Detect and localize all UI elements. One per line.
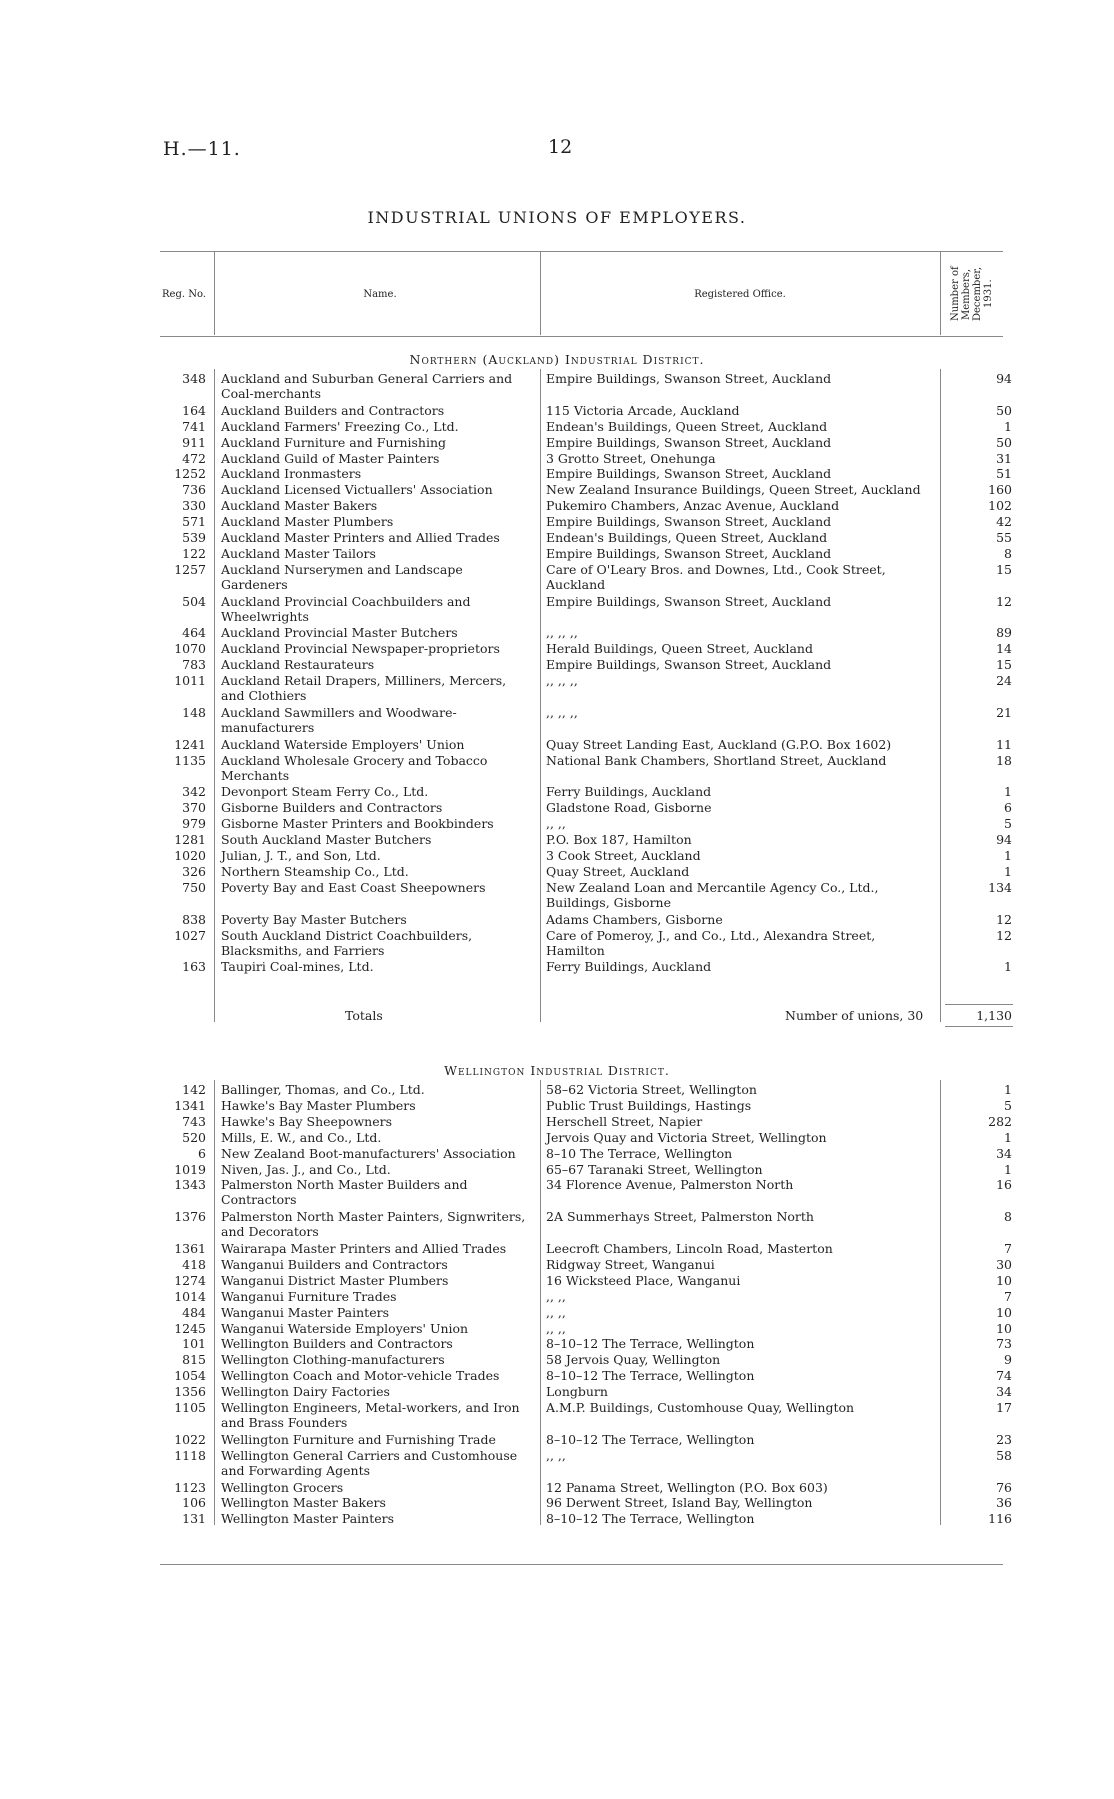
reg-number: 1281 [174, 832, 206, 848]
reg-number: 1343 [174, 1177, 206, 1193]
union-name: Hawke's Bay Master Plumbers [221, 1097, 416, 1113]
union-name: Wellington Master Bakers [221, 1495, 386, 1511]
section-title: Northern (Auckland) Industrial District. [409, 352, 705, 367]
union-name: Wellington General Carriers and Customhouse and Forwarding Agents [221, 1447, 518, 1478]
union-name: Auckland Licensed Victuallers' Association [221, 482, 493, 498]
member-count: 18 [996, 752, 1012, 768]
reg-number: 370 [182, 800, 206, 816]
union-name: Palmerston North Master Builders and Contractors [221, 1177, 468, 1208]
totals-rule [945, 1004, 1013, 1005]
reg-number: 326 [182, 863, 206, 879]
column-header [160, 251, 1003, 337]
registered-office: 8–10–12 The Terrace, Wellington [546, 1431, 755, 1447]
reg-number: 101 [182, 1336, 206, 1352]
reg-number: 1257 [174, 561, 206, 577]
col-reg: Reg. No. [162, 288, 206, 300]
reg-number: 1054 [174, 1368, 206, 1384]
member-count: 1 [1004, 863, 1012, 879]
divider [940, 251, 941, 335]
union-name: Auckland Guild of Master Painters [221, 450, 440, 466]
member-count: 16 [996, 1177, 1012, 1193]
registered-office: Quay Street, Auckland [546, 863, 690, 879]
registered-office: Empire Buildings, Swanson Street, Auckland [546, 371, 832, 386]
reg-number: 142 [182, 1082, 206, 1097]
reg-number: 464 [182, 625, 206, 641]
union-name: Auckland Master Bakers [221, 498, 378, 514]
member-count: 23 [996, 1431, 1012, 1447]
reg-number: 1361 [174, 1241, 206, 1256]
reg-number: 148 [182, 704, 206, 720]
registered-office: ,, ,, [546, 1447, 566, 1463]
reg-number: 1020 [174, 848, 206, 863]
union-name: Wellington Dairy Factories [221, 1384, 390, 1400]
reg-number: 741 [182, 418, 206, 434]
member-count: 160 [988, 482, 1012, 498]
member-count: 50 [996, 402, 1012, 418]
member-count: 21 [996, 704, 1012, 720]
member-count: 14 [996, 641, 1012, 657]
registered-office: 34 Florence Avenue, Palmerston North [546, 1177, 794, 1193]
reg-number: 815 [182, 1352, 206, 1368]
registered-office: Empire Buildings, Swanson Street, Auckland [546, 657, 832, 673]
registered-office: Public Trust Buildings, Hastings [546, 1097, 752, 1113]
registered-office: New Zealand Insurance Buildings, Queen Street, Auckland [546, 482, 921, 498]
registered-office: ,, ,, [546, 1288, 566, 1304]
union-name: Wellington Furniture and Furnishing Trade [221, 1431, 496, 1447]
reg-number: 1274 [174, 1272, 206, 1288]
registered-office: 3 Grotto Street, Onehunga [546, 450, 716, 466]
reg-number: 571 [182, 514, 206, 530]
section-title: Wellington Industrial District. [444, 1063, 670, 1078]
union-name: Devonport Steam Ferry Co., Ltd. [221, 784, 429, 800]
reg-number: 348 [182, 371, 206, 386]
divider [940, 369, 941, 1022]
reg-number: 163 [182, 959, 206, 975]
member-count: 17 [996, 1400, 1012, 1415]
registered-office: National Bank Chambers, Shortland Street, Auckland [546, 752, 887, 768]
divider [540, 251, 541, 335]
member-count: 34 [996, 1145, 1012, 1161]
member-count: 15 [996, 657, 1012, 673]
registered-office: 58 Jervois Quay, Wellington [546, 1352, 721, 1368]
reg-number: 164 [182, 402, 206, 418]
divider [940, 1080, 941, 1525]
member-count: 5 [1004, 1097, 1012, 1113]
col-members-label: Number of Members, December, 1931. [949, 266, 994, 322]
registered-office: 8–10–12 The Terrace, Wellington [546, 1336, 755, 1352]
registered-office: ,, ,, [546, 1320, 566, 1336]
divider [540, 1080, 541, 1525]
reg-number: 1011 [174, 673, 206, 689]
union-name: Auckland Master Tailors [221, 545, 376, 561]
member-count: 51 [996, 466, 1012, 482]
union-name: Niven, Jas. J., and Co., Ltd. [221, 1161, 391, 1177]
reg-number: 342 [182, 784, 206, 800]
union-name: Wellington Grocers [221, 1479, 344, 1495]
registered-office: ,, ,, ,, [546, 673, 578, 689]
union-name: Auckland Builders and Contractors [221, 402, 445, 418]
member-count: 5 [1004, 816, 1012, 832]
member-count: 8 [1004, 545, 1012, 561]
union-name: Auckland Furniture and Furnishing [221, 434, 447, 450]
member-count: 76 [996, 1479, 1012, 1495]
reg-number: 1022 [174, 1431, 206, 1447]
member-count: 55 [996, 530, 1012, 545]
reg-number: 520 [182, 1129, 206, 1145]
member-count: 74 [996, 1368, 1012, 1384]
member-count: 282 [988, 1113, 1012, 1129]
member-count: 36 [996, 1495, 1012, 1511]
union-name: Wellington Clothing-manufacturers [221, 1352, 445, 1368]
member-count: 9 [1004, 1352, 1012, 1368]
member-count: 116 [988, 1511, 1012, 1527]
registered-office: Ferry Buildings, Auckland [546, 959, 712, 975]
union-name: Auckland Sawmillers and Woodware-manufacturers [221, 704, 457, 735]
reg-number: 504 [182, 593, 206, 609]
union-name: Hawke's Bay Sheepowners [221, 1113, 392, 1129]
page-number: 12 [548, 136, 573, 158]
reg-number: 1252 [174, 466, 206, 482]
reg-number: 1014 [174, 1288, 206, 1304]
registered-office: Endean's Buildings, Queen Street, Auckland [546, 530, 828, 545]
reg-number: 1135 [174, 752, 206, 768]
union-name: Ballinger, Thomas, and Co., Ltd. [221, 1082, 425, 1097]
reg-number: 911 [182, 434, 206, 450]
reg-number: 1123 [174, 1479, 206, 1495]
union-name: Wellington Engineers, Metal-workers, and Iron and Brass Founders [221, 1400, 520, 1430]
registered-office: Gladstone Road, Gisborne [546, 800, 712, 816]
member-count: 10 [996, 1272, 1012, 1288]
member-count: 1 [1004, 418, 1012, 434]
bottom-rule [160, 1564, 1003, 1565]
registered-office: Empire Buildings, Swanson Street, Auckland [546, 466, 832, 482]
member-count: 24 [996, 673, 1012, 689]
reg-number: 1241 [174, 736, 206, 752]
registered-office: Ridgway Street, Wanganui [546, 1256, 715, 1272]
union-name: Auckland Farmers' Freezing Co., Ltd. [221, 418, 459, 434]
union-name: Auckland Nurserymen and Landscape Gardeners [221, 561, 463, 592]
registered-office: Endean's Buildings, Queen Street, Auckland [546, 418, 828, 434]
member-count: 58 [996, 1447, 1012, 1463]
union-name: South Auckland District Coachbuilders, Blacksmiths, and Farriers [221, 927, 473, 958]
registered-office: Jervois Quay and Victoria Street, Wellington [546, 1129, 827, 1145]
page-title: INDUSTRIAL UNIONS OF EMPLOYERS. [367, 208, 747, 227]
member-count: 34 [996, 1384, 1012, 1400]
reg-number: 484 [182, 1304, 206, 1320]
registered-office: 115 Victoria Arcade, Auckland [546, 402, 740, 418]
member-count: 102 [988, 498, 1012, 514]
totals-rule [945, 1026, 1013, 1027]
union-name: Palmerston North Master Painters, Signwriters, and Decorators [221, 1209, 526, 1240]
member-count: 89 [996, 625, 1012, 641]
member-count: 31 [996, 450, 1012, 466]
registered-office: ,, ,, [546, 816, 566, 832]
registered-office: 12 Panama Street, Wellington (P.O. Box 603) [546, 1479, 828, 1495]
member-count: 10 [996, 1320, 1012, 1336]
reg-number: 750 [182, 879, 206, 895]
reg-number: 979 [182, 816, 206, 832]
reg-number: 1376 [174, 1209, 206, 1225]
member-count: 1 [1004, 1129, 1012, 1145]
registered-office: Herald Buildings, Queen Street, Auckland [546, 641, 813, 657]
union-name: Auckland Retail Drapers, Milliners, Mercers, and Clothiers [221, 673, 507, 704]
page-ref: H.—11. [163, 138, 241, 160]
registered-office: Empire Buildings, Swanson Street, Auckland [546, 593, 832, 609]
union-name: Auckland Ironmasters [221, 466, 362, 482]
member-count: 94 [996, 371, 1012, 386]
union-name: Auckland Wholesale Grocery and Tobacco Merchants [221, 752, 488, 783]
union-name: Gisborne Builders and Contractors [221, 800, 443, 816]
reg-number: 783 [182, 657, 206, 673]
registered-office: Ferry Buildings, Auckland [546, 784, 712, 800]
union-name: Poverty Bay and East Coast Sheepowners [221, 879, 486, 895]
member-count: 8 [1004, 1209, 1012, 1225]
union-name: Wairarapa Master Printers and Allied Trades [221, 1241, 507, 1256]
reg-number: 472 [182, 450, 206, 466]
registered-office: 16 Wicksteed Place, Wanganui [546, 1272, 741, 1288]
col-office: Registered Office. [694, 288, 786, 300]
member-count: 15 [996, 561, 1012, 577]
member-count: 73 [996, 1336, 1012, 1352]
member-count: 42 [996, 514, 1012, 530]
union-name: Wellington Master Painters [221, 1511, 395, 1527]
registered-office: Pukemiro Chambers, Anzac Avenue, Auckland [546, 498, 840, 514]
reg-number: 1356 [174, 1384, 206, 1400]
union-name: Wanganui District Master Plumbers [221, 1272, 449, 1288]
registered-office: Empire Buildings, Swanson Street, Auckland [546, 434, 832, 450]
reg-number: 838 [182, 911, 206, 927]
registered-office: 58–62 Victoria Street, Wellington [546, 1082, 757, 1097]
member-count: 94 [996, 832, 1012, 848]
member-count: 134 [988, 879, 1012, 895]
col-name: Name. [363, 288, 397, 300]
member-count: 11 [996, 736, 1012, 752]
registered-office: ,, ,, ,, [546, 704, 578, 720]
union-name: Auckland Provincial Newspaper-proprietors [221, 641, 500, 657]
member-count: 30 [996, 1256, 1012, 1272]
union-name: Wanganui Waterside Employers' Union [221, 1320, 469, 1336]
registered-office: 65–67 Taranaki Street, Wellington [546, 1161, 763, 1177]
reg-number: 330 [182, 498, 206, 514]
totals-unions: Number of unions, 30 [785, 1008, 924, 1023]
divider [214, 1080, 215, 1525]
member-count: 12 [996, 927, 1012, 943]
union-name: New Zealand Boot-manufacturers' Association [221, 1145, 516, 1161]
reg-number: 1341 [174, 1097, 206, 1113]
registered-office: 8–10 The Terrace, Wellington [546, 1145, 733, 1161]
divider [214, 369, 215, 1022]
registered-office: Herschell Street, Napier [546, 1113, 703, 1129]
union-name: Auckland Provincial Master Butchers [221, 625, 458, 641]
reg-number: 122 [182, 545, 206, 561]
reg-number: 1245 [174, 1320, 206, 1336]
union-name: Auckland Master Printers and Allied Trades [221, 530, 500, 545]
union-name: Auckland Master Plumbers [221, 514, 394, 530]
reg-number: 736 [182, 482, 206, 498]
registered-office: 3 Cook Street, Auckland [546, 848, 701, 863]
reg-number: 1019 [174, 1161, 206, 1177]
union-name: Auckland Provincial Coachbuilders and Wheelwrights [221, 593, 471, 624]
union-name: Gisborne Master Printers and Bookbinders [221, 816, 494, 832]
member-count: 1 [1004, 848, 1012, 863]
union-name: Wanganui Master Painters [221, 1304, 389, 1320]
union-name: Wellington Coach and Motor-vehicle Trades [221, 1368, 500, 1384]
reg-number: 6 [198, 1145, 206, 1161]
reg-number: 1105 [174, 1400, 206, 1415]
member-count: 12 [996, 911, 1012, 927]
reg-number: 418 [182, 1256, 206, 1272]
registered-office: Quay Street Landing East, Auckland (G.P.O. Box 1602) [546, 736, 892, 752]
totals-members: 1,130 [976, 1008, 1012, 1023]
reg-number: 743 [182, 1113, 206, 1129]
reg-number: 106 [182, 1495, 206, 1511]
registered-office: Empire Buildings, Swanson Street, Auckland [546, 514, 832, 530]
totals-label: Totals [345, 1008, 383, 1023]
union-name: Julian, J. T., and Son, Ltd. [221, 848, 381, 863]
union-name: Auckland Waterside Employers' Union [221, 736, 465, 752]
registered-office: Longburn [546, 1384, 608, 1400]
union-name: Wanganui Furniture Trades [221, 1288, 397, 1304]
divider [214, 251, 215, 335]
reg-number: 1070 [174, 641, 206, 657]
member-count: 7 [1004, 1288, 1012, 1304]
union-name: South Auckland Master Butchers [221, 832, 432, 848]
member-count: 1 [1004, 1082, 1012, 1097]
union-name: Northern Steamship Co., Ltd. [221, 863, 409, 879]
member-count: 6 [1004, 800, 1012, 816]
registered-office: Care of Pomeroy, J., and Co., Ltd., Alexandra Street, Hamilton [546, 927, 876, 958]
member-count: 10 [996, 1304, 1012, 1320]
registered-office: Leecroft Chambers, Lincoln Road, Masterton [546, 1241, 833, 1256]
registered-office: Empire Buildings, Swanson Street, Auckland [546, 545, 832, 561]
member-count: 1 [1004, 1161, 1012, 1177]
reg-number: 1118 [174, 1447, 206, 1463]
union-name: Wanganui Builders and Contractors [221, 1256, 448, 1272]
registered-office: Care of O'Leary Bros. and Downes, Ltd., Cook Street, Auckland [546, 561, 886, 592]
registered-office: P.O. Box 187, Hamilton [546, 832, 692, 848]
member-count: 50 [996, 434, 1012, 450]
divider [540, 369, 541, 1022]
registered-office: ,, ,, ,, [546, 625, 578, 641]
registered-office: 8–10–12 The Terrace, Wellington [546, 1511, 755, 1527]
registered-office: 96 Derwent Street, Island Bay, Wellington [546, 1495, 813, 1511]
reg-number: 1027 [174, 927, 206, 943]
union-name: Poverty Bay Master Butchers [221, 911, 407, 927]
union-name: Auckland Restaurateurs [221, 657, 375, 673]
union-name: Mills, E. W., and Co., Ltd. [221, 1129, 382, 1145]
registered-office: 2A Summerhays Street, Palmerston North [546, 1209, 814, 1225]
member-count: 7 [1004, 1241, 1012, 1256]
registered-office: ,, ,, [546, 1304, 566, 1320]
member-count: 1 [1004, 959, 1012, 975]
member-count: 12 [996, 593, 1012, 609]
registered-office: New Zealand Loan and Mercantile Agency Co., Ltd., Buildings, Gisborne [546, 879, 879, 910]
registered-office: A.M.P. Buildings, Customhouse Quay, Wellington [546, 1400, 855, 1415]
registered-office: Adams Chambers, Gisborne [546, 911, 723, 927]
member-count: 1 [1004, 784, 1012, 800]
reg-number: 539 [182, 530, 206, 545]
reg-number: 131 [182, 1511, 206, 1527]
union-name: Auckland and Suburban General Carriers and Coal-merchants [221, 371, 513, 401]
union-name: Taupiri Coal-mines, Ltd. [221, 959, 374, 975]
col-members [940, 252, 1003, 336]
union-name: Wellington Builders and Contractors [221, 1336, 453, 1352]
registered-office: 8–10–12 The Terrace, Wellington [546, 1368, 755, 1384]
